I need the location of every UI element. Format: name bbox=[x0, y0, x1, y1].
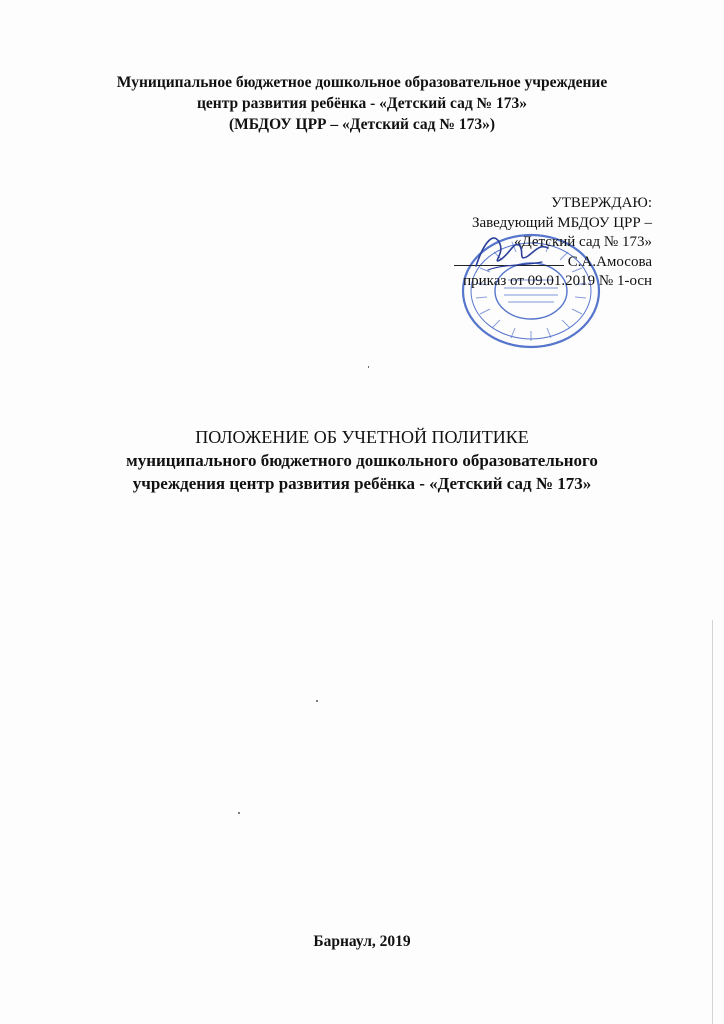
header-line-2: центр развития ребёнка - «Детский сад № 173» bbox=[197, 95, 527, 112]
scan-speck bbox=[316, 700, 318, 702]
title-sub-line-1: муниципального бюджетного дошкольного образовательного bbox=[126, 451, 598, 470]
place-year: Барнаул, 2019 bbox=[313, 933, 411, 950]
title-main: ПОЛОЖЕНИЕ ОБ УЧЕТНОЙ ПОЛИТИКЕ bbox=[195, 427, 529, 447]
approval-label: УТВЕРЖДАЮ: bbox=[551, 195, 652, 211]
header-line-3: (МБДОУ ЦРР – «Детский сад № 173») bbox=[228, 116, 496, 133]
header-line-1: Муниципальное бюджетное дошкольное образовательное учреждение bbox=[116, 74, 608, 91]
institution-header bbox=[0, 72, 724, 135]
document-title bbox=[0, 425, 724, 495]
scan-edge-artifact bbox=[712, 620, 713, 1024]
approval-signer: С.А.Амосова bbox=[567, 253, 652, 270]
approval-position-1: Заведующий МБДОУ ЦРР – bbox=[471, 214, 652, 231]
approval-position-2: «Детский сад № 173» bbox=[513, 234, 652, 250]
approval-order: приказ от 09.01.2019 № 1-осн bbox=[463, 273, 652, 289]
scan-speck bbox=[368, 366, 369, 368]
scan-speck bbox=[238, 812, 240, 814]
title-sub-line-2: учреждения центр развития ребёнка - «Детский сад № 173» bbox=[132, 474, 592, 493]
handwritten-signature-icon bbox=[470, 222, 560, 282]
